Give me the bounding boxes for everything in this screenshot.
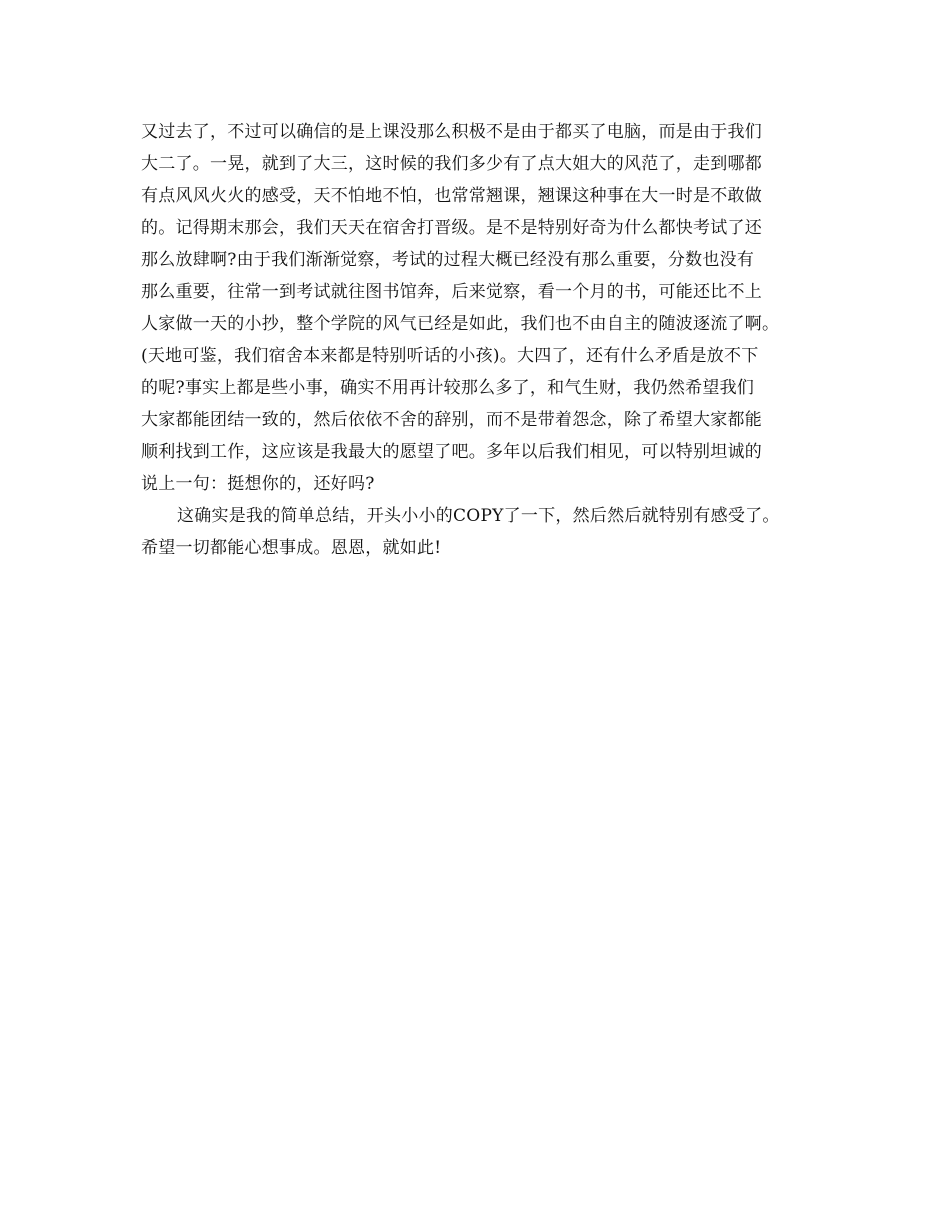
paragraph-start-line: 这确实是我的简单总结，开头小小的COPY了一下，然后然后就特别有感受了。	[177, 506, 780, 526]
text-line: 有点风风火火的感受，天不怕地不怕，也常常翘课，翘课这种事在大一时是不敢做	[141, 186, 762, 206]
text-line: 又过去了，不过可以确信的是上课没那么积极不是由于都买了电脑，而是由于我们	[141, 122, 762, 142]
text-line: 那么重要，往常一到考试就往图书馆奔，后来觉察，看一个月的书，可能还比不上	[141, 282, 762, 302]
text-line: 的呢?事实上都是些小事，确实不用再计较那么多了，和气生财，我仍然希望我们	[141, 378, 755, 398]
text-line: 希望一切都能心想事成。恩恩，就如此!	[141, 538, 442, 558]
text-line: 大家都能团结一致的，然后依依不舍的辞别，而不是带着怨念，除了希望大家都能	[141, 410, 762, 430]
text-line: 大二了。一晃，就到了大三，这时候的我们多少有了点大姐大的风范了，走到哪都	[141, 154, 762, 174]
text-line: 顺利找到工作，这应该是我最大的愿望了吧。多年以后我们相见，可以特别坦诚的	[141, 442, 762, 462]
text-line: 说上一句：挺想你的，还好吗?	[141, 474, 375, 494]
text-line: (天地可鉴，我们宿舍本来都是特别听话的小孩)。大四了，还有什么矛盾是放不下	[141, 346, 759, 366]
document-body	[141, 116, 821, 564]
text-line: 的。记得期末那会，我们天天在宿舍打晋级。是不是特别好奇为什么都快考试了还	[141, 218, 762, 238]
text-line: 人家做一天的小抄，整个学院的风气已经是如此，我们也不由自主的随波逐流了啊。	[141, 314, 780, 334]
text-line: 那么放肆啊?由于我们渐渐觉察，考试的过程大概已经没有那么重要，分数也没有	[141, 250, 755, 270]
